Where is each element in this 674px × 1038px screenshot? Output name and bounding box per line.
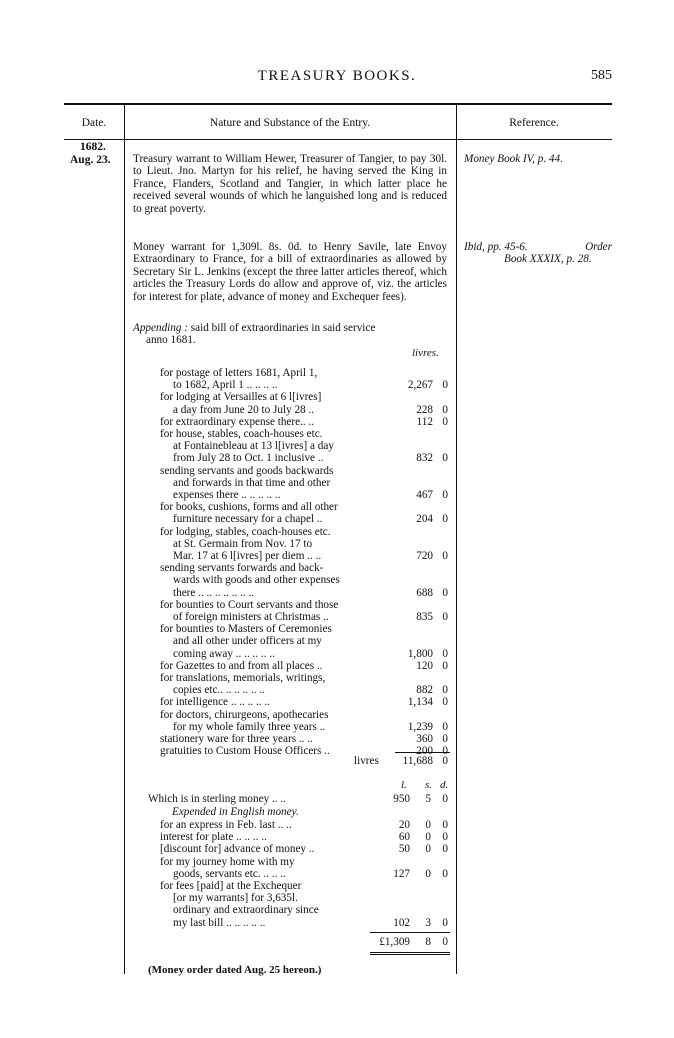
livres-item-amount: 688 bbox=[416, 586, 433, 599]
livres-total-label: livres bbox=[354, 755, 379, 767]
livres-item-line: for books, cushions, forms and all other bbox=[160, 501, 338, 514]
livres-item-frac: 0 bbox=[442, 659, 448, 672]
livres-item-frac: 0 bbox=[442, 696, 448, 709]
date-column-heading: Date. bbox=[81, 117, 107, 129]
pence-unit: d. bbox=[440, 779, 449, 791]
livres-item-line: expenses there .. .. .. .. .. bbox=[173, 489, 281, 501]
livres-total-amount: 11,688 bbox=[402, 755, 433, 767]
english-item-pounds: 20 bbox=[398, 819, 410, 831]
livres-item-amount: 204 bbox=[416, 513, 433, 526]
livres-item-line: for intelligence .. .. .. .. .. bbox=[160, 696, 270, 709]
livres-item-amount: 832 bbox=[416, 452, 433, 465]
entry-2-reference-order: Order bbox=[585, 241, 612, 253]
english-item-line: for an express in Feb. last .. .. bbox=[160, 819, 292, 831]
livres-item-amount: 882 bbox=[416, 684, 433, 697]
running-title: TREASURY BOOKS. bbox=[257, 68, 417, 84]
grand-total-shillings: 8 bbox=[425, 936, 431, 948]
appending-line-2: anno 1681. bbox=[146, 334, 196, 346]
grand-total-rule-top bbox=[370, 932, 450, 933]
english-item-shillings: 0 bbox=[425, 843, 431, 856]
english-item-pounds: 127 bbox=[393, 867, 410, 880]
livres-item-line: for doctors, chirurgeons, apothecaries bbox=[160, 708, 329, 721]
english-item-pence: 0 bbox=[442, 843, 448, 856]
appending-text: said bill of extraordinaries in said service bbox=[188, 322, 376, 334]
english-item-shillings: 0 bbox=[425, 831, 431, 844]
livres-item-frac: 0 bbox=[442, 647, 448, 660]
livres-total-frac: 0 bbox=[442, 755, 448, 767]
reference-column-divider bbox=[456, 104, 457, 974]
livres-sum-rule bbox=[395, 752, 450, 753]
livres-item-line: for house, stables, coach-houses etc. bbox=[160, 428, 323, 440]
livres-item-line: for translations, memorials, writings, bbox=[160, 672, 326, 684]
english-item-line: [discount for] advance of money .. bbox=[160, 843, 315, 856]
livres-item-line: for bounties to Masters of Ceremonies bbox=[160, 623, 332, 636]
english-item-shillings: 3 bbox=[425, 916, 431, 929]
livres-item-line: for lodging at Versailles at 6 l[ivres] bbox=[160, 391, 322, 404]
livres-item-frac: 0 bbox=[442, 403, 448, 416]
entry-2-reference-ibid: Ibid, pp. 45-6. bbox=[464, 241, 528, 253]
grand-total-rule-bottom-2 bbox=[370, 954, 450, 955]
livres-item-line: stationery ware for three years .. .. bbox=[160, 733, 313, 745]
date-column-divider bbox=[124, 104, 125, 974]
livres-item-line: and forwards in that time and other bbox=[173, 476, 331, 489]
livres-item-frac: 0 bbox=[442, 513, 448, 526]
livres-item-frac: 0 bbox=[442, 720, 448, 733]
expended-heading: Expended in English money. bbox=[172, 806, 299, 818]
livres-item-amount: 1,800 bbox=[407, 647, 433, 660]
livres-item-line: furniture necessary for a chapel .. bbox=[173, 513, 323, 526]
livres-item-line: Mar. 17 at 6 l[ivres] per diem .. .. bbox=[173, 550, 322, 562]
sterling-conversion-shillings: 5 bbox=[425, 793, 431, 805]
livres-item-line: of foreign ministers at Christmas .. bbox=[173, 611, 329, 623]
grand-total-rule-bottom bbox=[370, 952, 450, 953]
entry-1-reference: Money Book IV, p. 44. bbox=[464, 153, 563, 165]
livres-item-line: copies etc.. .. .. .. .. .. bbox=[173, 684, 265, 697]
english-item-pence: 0 bbox=[442, 831, 448, 844]
livres-item-frac: 0 bbox=[442, 586, 448, 599]
english-item-line: goods, servants etc. .. .. .. bbox=[173, 867, 286, 880]
livres-item-amount: 467 bbox=[416, 489, 433, 501]
grand-total-pounds: £1,309 bbox=[379, 936, 410, 948]
livres-item-line: at Fontainebleau at 13 l[ivres] a day bbox=[173, 440, 334, 453]
page-number: 585 bbox=[591, 68, 612, 83]
livres-item-line: and all other under officers at my bbox=[173, 635, 322, 648]
livres-item-line: wards with goods and other expenses bbox=[173, 574, 340, 587]
entry-2-reference bbox=[464, 241, 612, 266]
reference-column-heading: Reference. bbox=[509, 117, 559, 129]
livres-item-line: from July 28 to Oct. 1 inclusive .. bbox=[173, 452, 324, 465]
english-item-line: for fees [paid] at the Exchequer bbox=[160, 880, 302, 892]
grand-total-pence: 0 bbox=[442, 936, 448, 948]
livres-item-line: a day from June 20 to July 28 .. bbox=[173, 403, 315, 416]
english-item-line: for my journey home with my bbox=[160, 855, 295, 868]
sterling-conversion-pence: 0 bbox=[442, 793, 448, 805]
livres-item-line: gratuities to Custom House Officers .. bbox=[160, 745, 330, 758]
english-item-line: [or my warrants] for 3,635l. bbox=[173, 892, 298, 905]
livres-item-line: coming away .. .. .. .. .. bbox=[173, 647, 275, 660]
appending-line bbox=[133, 322, 447, 334]
english-item-pounds: 102 bbox=[393, 916, 410, 929]
livres-item-amount: 120 bbox=[416, 659, 433, 672]
english-item-line: ordinary and extraordinary since bbox=[173, 904, 319, 917]
english-item-pounds: 50 bbox=[398, 843, 410, 856]
sterling-conversion-label: Which is in sterling money .. .. bbox=[148, 793, 286, 805]
livres-item-line: for Gazettes to and from all places .. bbox=[160, 659, 323, 672]
english-item-line: my last bill .. .. .. .. .. bbox=[173, 916, 266, 929]
appending-label: Appending : bbox=[133, 322, 188, 334]
english-item-pence: 0 bbox=[442, 867, 448, 880]
livres-item-frac: 0 bbox=[442, 684, 448, 697]
livres-item-line: for extraordinary expense there.. .. bbox=[160, 415, 315, 428]
footer-note: (Money order dated Aug. 25 hereon.) bbox=[148, 964, 322, 976]
livres-unit-heading: livres. bbox=[412, 347, 439, 359]
livres-item-frac: 0 bbox=[442, 550, 448, 562]
english-item-pounds: 60 bbox=[398, 831, 410, 844]
livres-item-frac: 0 bbox=[442, 489, 448, 501]
livres-item-amount: 360 bbox=[416, 733, 433, 745]
english-item-pence: 0 bbox=[442, 819, 448, 831]
nature-column-heading: Nature and Substance of the Entry. bbox=[209, 117, 371, 129]
livres-item-line: sending servants and goods backwards bbox=[160, 464, 334, 477]
livres-item-frac: 0 bbox=[442, 379, 448, 392]
entry-date: Aug. 23. bbox=[70, 154, 111, 166]
livres-item-frac: 0 bbox=[442, 733, 448, 745]
entry-1-text: Treasury warrant to William Hewer, Treasurer of Tangier, to pay 30l. to Lieut. Jno. Martyn for his relief, he having served the King in France, Flanders, Scotland and Tangier, in which latter place he received several wounds of which he languished long and is reduced to great poverty. bbox=[133, 153, 447, 215]
livres-item-amount: 1,239 bbox=[407, 720, 433, 733]
english-item-shillings: 0 bbox=[425, 867, 431, 880]
english-item-shillings: 0 bbox=[425, 819, 431, 831]
livres-item-amount: 835 bbox=[416, 611, 433, 623]
pounds-unit: l. bbox=[401, 779, 407, 791]
livres-item-line: there .. .. .. .. .. .. .. bbox=[173, 586, 255, 599]
livres-item-frac: 0 bbox=[442, 452, 448, 465]
entry-year: 1682. bbox=[80, 141, 106, 153]
livres-item-amount: 112 bbox=[416, 415, 433, 428]
livres-item-line: at St. Germain from Nov. 17 to bbox=[173, 537, 313, 550]
livres-item-amount: 2,267 bbox=[407, 379, 433, 392]
livres-item-frac: 0 bbox=[442, 611, 448, 623]
shillings-unit: s. bbox=[425, 779, 433, 791]
english-item-line: interest for plate .. .. .. .. bbox=[160, 831, 267, 844]
livres-item-line: for postage of letters 1681, April 1, bbox=[160, 367, 318, 379]
entry-2-reference-book: Book XXXIX, p. 28. bbox=[504, 253, 592, 266]
english-item-pence: 0 bbox=[442, 916, 448, 929]
entry-2-text: Money warrant for 1,309l. 8s. 0d. to Henry Savile, late Envoy Extraordinary to France, for a bill of extraordinaries as allowed by Secretary Sir L. Jenkins (except the three latter articles thereof, which articles the Treasury Lords do allow and approve of, viz. the articles for interest for plate, advance of money and Exchequer fees). bbox=[133, 241, 447, 303]
livres-item-amount: 228 bbox=[416, 403, 433, 416]
livres-item-amount: 1,134 bbox=[407, 696, 433, 709]
sterling-conversion-pounds: 950 bbox=[393, 793, 410, 805]
livres-item-line: for lodging, stables, coach-houses etc. bbox=[160, 525, 331, 538]
header-top-rule bbox=[64, 103, 612, 105]
livres-item-line: sending servants forwards and back- bbox=[160, 562, 324, 575]
livres-item-frac: 0 bbox=[442, 415, 448, 428]
livres-item-amount: 720 bbox=[416, 550, 433, 562]
header-bottom-rule bbox=[64, 139, 612, 140]
livres-item-line: for bounties to Court servants and those bbox=[160, 598, 339, 611]
livres-item-line: to 1682, April 1 .. .. .. .. bbox=[173, 379, 278, 392]
livres-item-line: for my whole family three years .. bbox=[173, 720, 326, 733]
